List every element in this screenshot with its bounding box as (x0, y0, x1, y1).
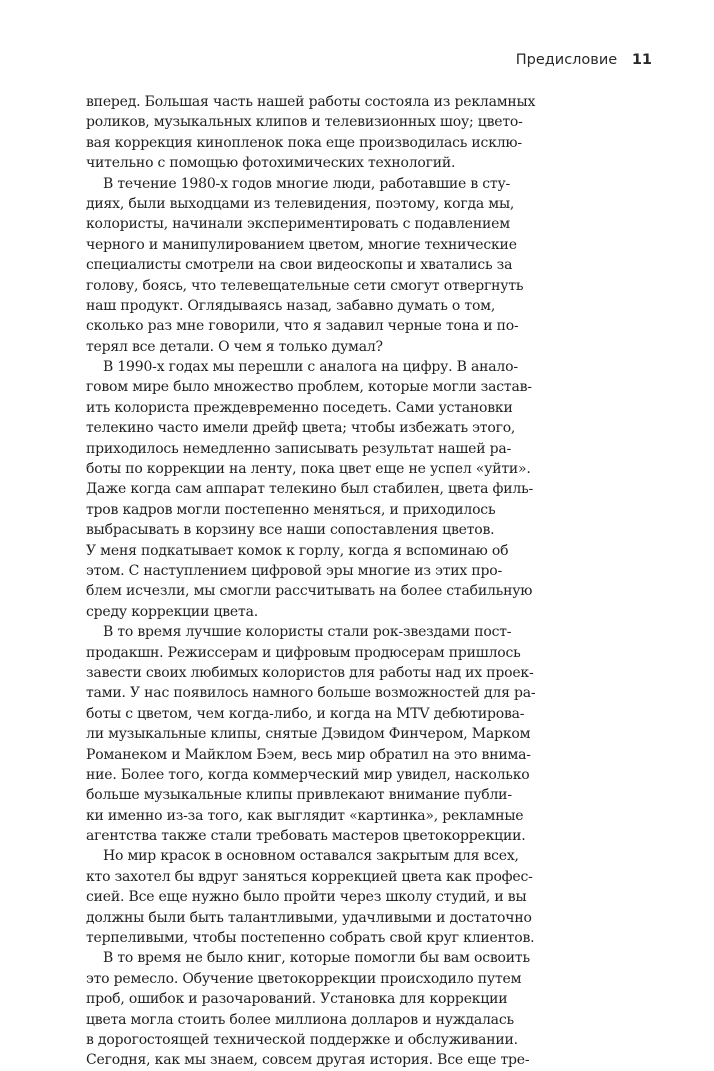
text-line: ки именно из-за того, как выглядит «картинка», рекламные (86, 807, 524, 824)
text-line: приходилось немедленно записывать результат нашей ра- (86, 440, 512, 457)
text-line: завести своих любимых колористов для работы над их проек- (86, 664, 534, 681)
text-line: В 1990-х годах мы перешли с аналога на цифру. В анало- (103, 359, 518, 376)
text-line: сией. Все еще нужно было пройти через школу студий, и вы (86, 889, 527, 906)
text-line: телекино часто имели дрейф цвета; чтобы избежать этого, (86, 420, 516, 437)
text-line: ли музыкальные клипы, снятые Дэвидом Финчером, Марком (86, 726, 531, 743)
text-line: сколько раз мне говорили, что я задавил черные тона и по- (86, 318, 519, 335)
text-line: терял все детали. О чем я только думал? (86, 338, 383, 355)
text-line: больше музыкальные клипы привлекают внимание публи- (86, 787, 512, 804)
text-line: продакшн. Режиссерам и цифровым продюсерам пришлось (86, 644, 521, 661)
text-line: блем исчезли, мы смогли рассчитывать на более стабильную (86, 583, 533, 600)
text-line: должны были быть талантливыми, удачливыми и достаточно (86, 909, 532, 926)
text-line: вая коррекция кинопленок пока еще производилась исклю- (86, 134, 522, 151)
text-line: ить колориста преждевременно поседеть. Сами установки (86, 399, 513, 416)
text-line: говом мире было множество проблем, которые могли застав- (86, 379, 532, 396)
text-line: цвета могла стоить более миллиона долларов и нуждалась (86, 1011, 514, 1028)
text-line: У меня подкатывает комок к горлу, когда я вспоминаю об (86, 542, 509, 559)
paragraph (86, 357, 534, 622)
text-line: вперед. Большая часть нашей работы состояла из рекламных (86, 94, 536, 110)
text-line: боты по коррекции на ленту, пока цвет еще не успел «уйти». (86, 461, 531, 478)
text-line: агентства также стали требовать мастеров цветокоррекции. (86, 828, 526, 845)
text-line: голову, боясь, что телевещательные сети смогут отвергнуть (86, 277, 524, 294)
text-line: Романеком и Майклом Бэем, весь мир обратил на это внима- (86, 746, 531, 763)
text-line: диях, были выходцами из телевидения, поэтому, когда мы, (86, 195, 515, 212)
text-line: Но мир красок в основном оставался закрытым для всех, (103, 848, 519, 865)
body-text (86, 92, 536, 1071)
text-line: проб, ошибок и разочарований. Установка для коррекции (86, 991, 508, 1008)
text-line: тами. У нас появилось намного больше возможностей для ра- (86, 685, 536, 702)
text-line: Даже когда сам аппарат телекино был стабилен, цвета филь- (86, 481, 534, 498)
page-number: 11 (631, 52, 652, 68)
text-line: этом. С наступлением цифровой эры многие из этих про- (86, 562, 503, 579)
text-line: выбрасывать в корзину все наши сопоставления цветов. (86, 522, 495, 539)
text-line: среду коррекции цвета. (86, 603, 258, 620)
text-line: ние. Более того, когда коммерческий мир увидел, насколько (86, 766, 530, 783)
text-line: черного и манипулированием цветом, многие технические (86, 236, 517, 253)
paragraph (86, 622, 536, 846)
section-title: Предисловие (515, 52, 618, 68)
paragraph (86, 174, 524, 358)
text-line: роликов, музыкальных клипов и телевизионных шоу; цвето- (86, 114, 523, 131)
text-line: Сегодня, как мы знаем, совсем другая история. Все еще тре- (86, 1052, 530, 1069)
text-line: кто захотел бы вдруг заняться коррекцией цвета как профес- (86, 868, 533, 885)
text-line: это ремесло. Обучение цветокоррекции происходило путем (86, 970, 522, 987)
text-line: в дорогостоящей технической поддержке и обслуживании. (86, 1031, 518, 1048)
text-line: колористы, начинали экспериментировать с подавлением (86, 216, 510, 233)
text-line: В то время лучшие колористы стали рок-звездами пост- (103, 624, 512, 641)
text-line: В течение 1980-х годов многие люди, работавшие в сту- (103, 175, 511, 192)
text-line: наш продукт. Оглядываясь назад, забавно думать о том, (86, 297, 496, 314)
text-line: боты с цветом, чем когда-либо, и когда на MTV дебютирова- (86, 705, 525, 722)
running-head (516, 50, 652, 70)
paragraph (86, 92, 536, 174)
text-line: чительно с помощью фотохимических технологий. (86, 155, 456, 172)
paragraph (86, 846, 535, 948)
paragraph (86, 948, 530, 1070)
text-line: В то время не было книг, которые помогли бы вам освоить (103, 950, 530, 967)
text-line: тров кадров могли постепенно меняться, и приходилось (86, 501, 496, 518)
text-line: специалисты смотрели на свои видеоскопы и хватались за (86, 257, 513, 274)
text-line: терпеливыми, чтобы постепенно собрать свой круг клиентов. (86, 930, 535, 947)
